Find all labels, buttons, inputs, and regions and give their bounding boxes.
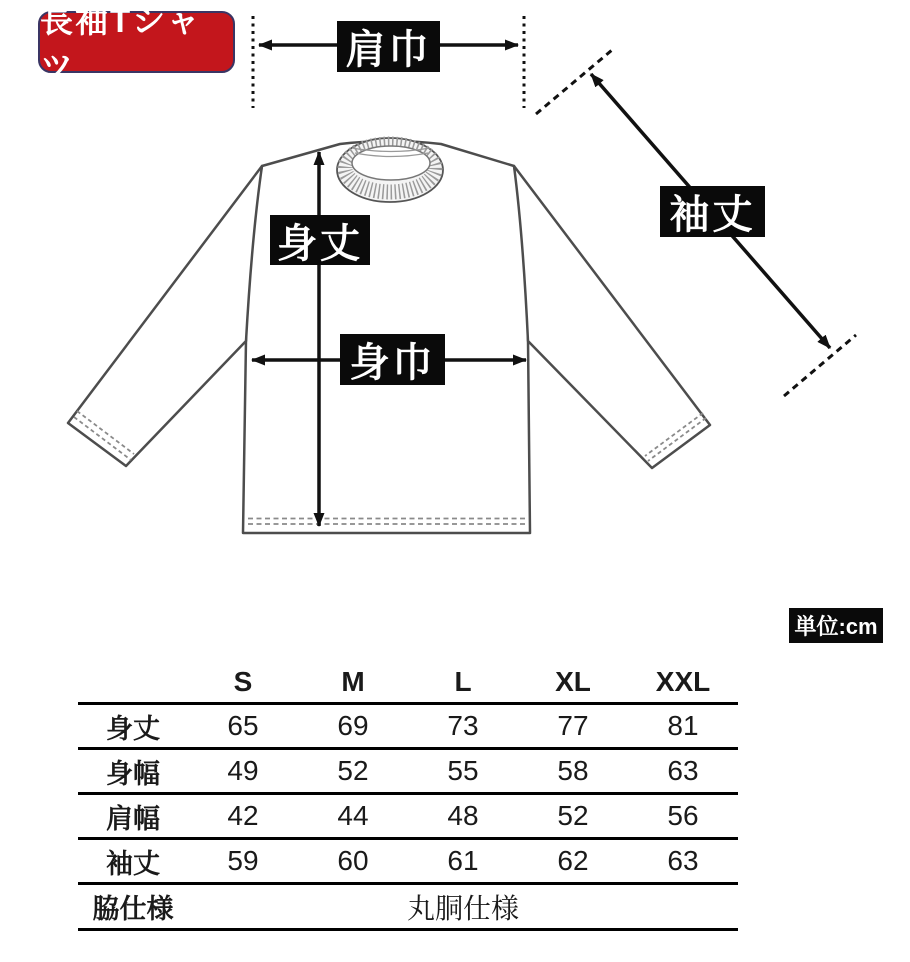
- table-cell: 44: [298, 794, 408, 839]
- table-cell: 63: [628, 839, 738, 884]
- table-row: [78, 749, 738, 794]
- table-cell: 77: [518, 704, 628, 749]
- row-label: 肩幅: [78, 794, 188, 839]
- col-header-xl: XL: [518, 662, 628, 704]
- product-badge: 長袖Tシャツ: [38, 11, 235, 73]
- header-row: [78, 662, 738, 704]
- table-row: [78, 794, 738, 839]
- shoulder-width-label: 肩巾: [337, 21, 440, 72]
- col-header-l: L: [408, 662, 518, 704]
- table-cell: 63: [628, 749, 738, 794]
- corner-cell: [78, 662, 188, 704]
- table-cell: 56: [628, 794, 738, 839]
- body-length-label: 身丈: [270, 215, 370, 265]
- table-cell: 60: [298, 839, 408, 884]
- table-cell: 55: [408, 749, 518, 794]
- row-label: 袖丈: [78, 839, 188, 884]
- table-cell: 52: [298, 749, 408, 794]
- table-cell: 81: [628, 704, 738, 749]
- row-label: 身丈: [78, 704, 188, 749]
- col-header-m: M: [298, 662, 408, 704]
- size-table-wrap: [78, 662, 738, 931]
- size-table: [78, 662, 738, 931]
- row-label: 脇仕様: [78, 884, 188, 930]
- body-width-label: 身巾: [340, 334, 445, 385]
- table-cell: 73: [408, 704, 518, 749]
- col-header-xxl: XXL: [628, 662, 738, 704]
- unit-label: 単位:cm: [789, 608, 883, 643]
- row-label: 身幅: [78, 749, 188, 794]
- table-cell: 62: [518, 839, 628, 884]
- collar: [337, 138, 443, 202]
- table-cell: 49: [188, 749, 298, 794]
- spec-value-cell: 丸胴仕様: [188, 884, 738, 930]
- table-cell: 69: [298, 704, 408, 749]
- table-cell: 58: [518, 749, 628, 794]
- left-sleeve: [68, 166, 262, 466]
- sleeve-length-label: 袖丈: [660, 186, 765, 237]
- table-cell: 65: [188, 704, 298, 749]
- table-cell: 61: [408, 839, 518, 884]
- table-cell: 48: [408, 794, 518, 839]
- spec-row: [78, 884, 738, 930]
- table-row: [78, 704, 738, 749]
- table-cell: 59: [188, 839, 298, 884]
- table-cell: 42: [188, 794, 298, 839]
- table-row: [78, 839, 738, 884]
- table-cell: 52: [518, 794, 628, 839]
- col-header-s: S: [188, 662, 298, 704]
